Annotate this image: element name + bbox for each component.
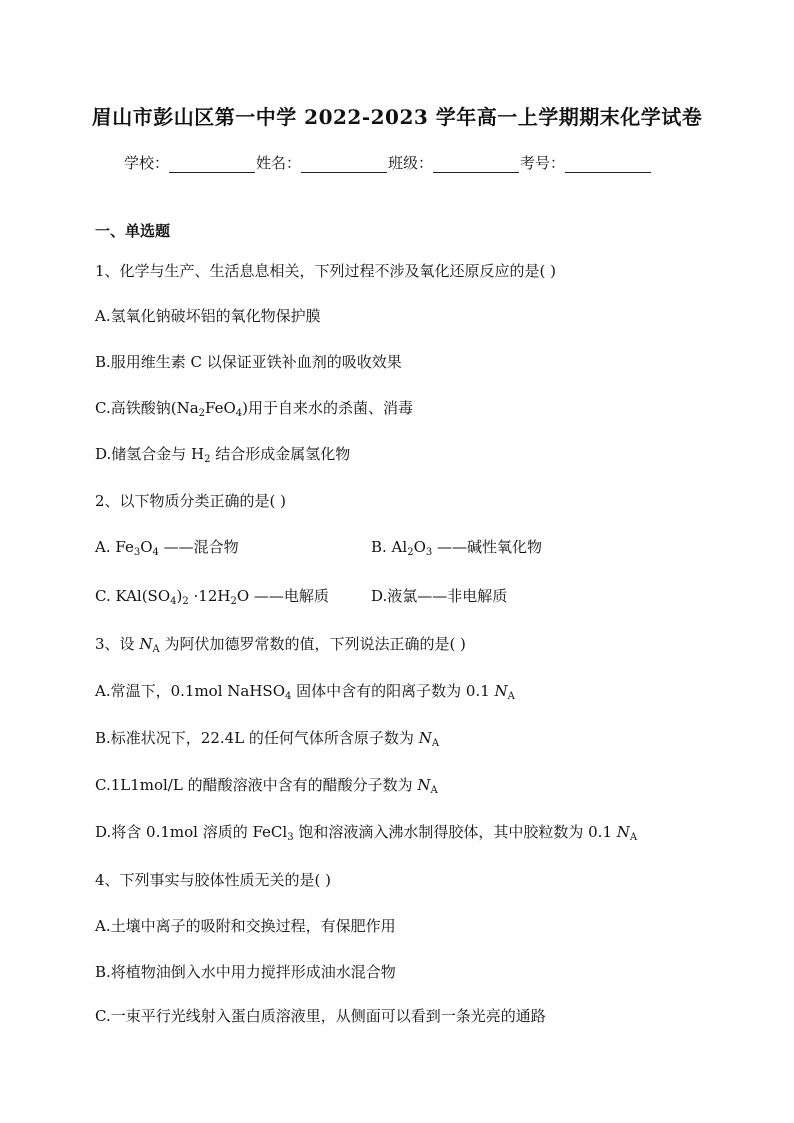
q2-stem: 2、以下物质分类正确的是( ) [95,492,287,510]
school-blank[interactable] [169,156,255,173]
q2-options-ab [95,536,543,558]
class-label: 班级： [388,154,434,172]
q2-option-a: A. $Fe_3O_4$ ——混合物 [95,538,239,558]
q1-option-b: B.服用维生素 C 以保证亚铁补血剂的吸收效果 [95,353,402,371]
q3-option-d: D.将含 0.1mol 溶质的 FeCl$_3$ 饱和溶液滴入沸水制得胶体，其中胶粒数为 0.1 $N_A$ [95,823,638,843]
student-info-row [124,152,684,173]
q4-option-a: A.土壤中离子的吸附和交换过程，有保肥作用 [95,917,396,935]
page-title: 眉山市彭山区第一中学 2022-2023 学年高一上学期期末化学试卷 [91,105,703,129]
number-label: 考号： [520,154,566,172]
q1-option-c: C.高铁酸钠$(Na_2FeO_4)$用于自来水的杀菌、消毒 [95,399,414,419]
number-blank[interactable] [565,156,651,173]
class-blank[interactable] [433,156,519,173]
name-label: 姓名： [256,154,302,172]
q2-option-d: D.液氯——非电解质 [371,587,508,605]
name-blank[interactable] [301,156,387,173]
section-heading: 一、单选题 [95,222,171,240]
q4-option-b: B.将植物油倒入水中用力搅拌形成油水混合物 [95,963,396,981]
q3-option-a: A.常温下，0.1mol NaHSO$_4$ 固体中含有的阳离子数为 0.1 $N_A$ [95,682,515,702]
school-label: 学校： [124,154,170,172]
q3-stem: 3、设 $N_A$ 为阿伏加德罗常数的值，下列说法正确的是( ) [95,635,466,655]
q1-option-d: D.储氢合金与 $H_2$ 结合形成金属氢化物 [95,445,351,465]
q1-stem: 1、化学与生产、生活息息相关，下列过程不涉及氧化还原反应的是( ) [95,262,557,280]
q4-option-c: C.一束平行光线射入蛋白质溶液里，从侧面可以看到一条光亮的通路 [95,1007,546,1025]
q2-option-b: B. $Al_2O_3$ ——碱性氧化物 [371,538,543,558]
q4-stem: 4、下列事实与胶体性质无关的是( ) [95,871,332,889]
q2-option-c: C. $KAl(SO_4)_2 \cdot 12H_2O$ ——电解质 [95,587,329,607]
q3-option-b: B.标准状况下，22.4L 的任何气体所含原子数为 $N_A$ [95,729,440,749]
q1-option-a: A.氢氧化钠破坏铝的氧化物保护膜 [95,307,321,325]
q3-option-c: C.1L1mol/L 的醋酸溶液中含有的醋酸分子数为 $N_A$ [95,776,438,796]
q2-options-cd [95,585,508,607]
